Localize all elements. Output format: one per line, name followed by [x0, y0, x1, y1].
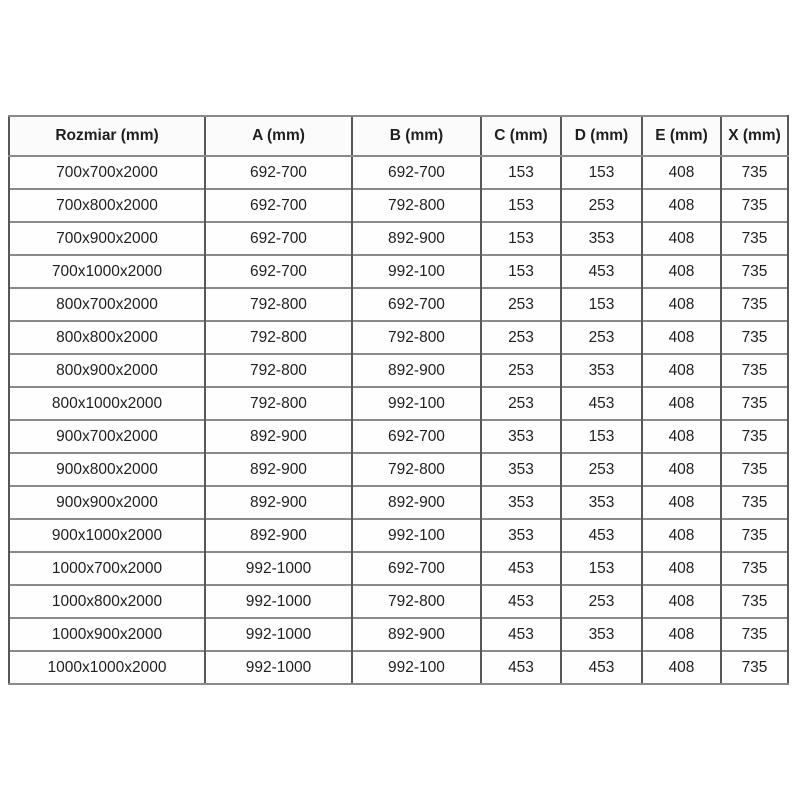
table-cell: 253 — [561, 189, 642, 222]
table-cell: 792-800 — [205, 387, 352, 420]
table-row — [9, 585, 788, 618]
table-cell: 892-900 — [205, 420, 352, 453]
table-cell: 900x800x2000 — [9, 453, 205, 486]
table-cell: 692-700 — [205, 156, 352, 189]
table-cell: 408 — [642, 321, 721, 354]
table-cell: 792-800 — [352, 321, 481, 354]
table-cell: 253 — [561, 585, 642, 618]
table-cell: 735 — [721, 354, 788, 387]
table-cell: 735 — [721, 156, 788, 189]
table-cell: 735 — [721, 618, 788, 651]
table-cell: 692-700 — [352, 156, 481, 189]
table-cell: 992-1000 — [205, 618, 352, 651]
table-cell: 353 — [561, 222, 642, 255]
table-cell: 792-800 — [205, 354, 352, 387]
table-cell: 735 — [721, 585, 788, 618]
table-cell: 153 — [481, 156, 561, 189]
table-row — [9, 552, 788, 585]
table-cell: 800x800x2000 — [9, 321, 205, 354]
table-cell: 253 — [561, 453, 642, 486]
table-cell: 692-700 — [205, 189, 352, 222]
table-row — [9, 321, 788, 354]
table-cell: 700x900x2000 — [9, 222, 205, 255]
table-cell: 153 — [561, 552, 642, 585]
table-cell: 900x1000x2000 — [9, 519, 205, 552]
table-row — [9, 387, 788, 420]
table-cell: 408 — [642, 651, 721, 684]
table-cell: 900x700x2000 — [9, 420, 205, 453]
table-row — [9, 420, 788, 453]
column-header: Rozmiar (mm) — [9, 116, 205, 156]
table-cell: 453 — [481, 585, 561, 618]
column-header: B (mm) — [352, 116, 481, 156]
table-cell: 735 — [721, 420, 788, 453]
table-cell: 153 — [561, 156, 642, 189]
table-cell: 992-1000 — [205, 651, 352, 684]
table-cell: 892-900 — [205, 519, 352, 552]
table-cell: 792-800 — [205, 288, 352, 321]
table-cell: 1000x800x2000 — [9, 585, 205, 618]
table-row — [9, 618, 788, 651]
table-cell: 992-100 — [352, 255, 481, 288]
table-cell: 453 — [561, 255, 642, 288]
table-cell: 692-700 — [352, 420, 481, 453]
table-cell: 892-900 — [205, 453, 352, 486]
table-cell: 453 — [561, 651, 642, 684]
table-cell: 900x900x2000 — [9, 486, 205, 519]
table-cell: 408 — [642, 585, 721, 618]
table-cell: 1000x900x2000 — [9, 618, 205, 651]
table-cell: 353 — [561, 486, 642, 519]
table-cell: 992-100 — [352, 519, 481, 552]
table-cell: 735 — [721, 288, 788, 321]
table-cell: 1000x700x2000 — [9, 552, 205, 585]
table-cell: 353 — [481, 453, 561, 486]
table-cell: 453 — [481, 651, 561, 684]
table-row — [9, 453, 788, 486]
table-cell: 892-900 — [352, 354, 481, 387]
table-cell: 408 — [642, 486, 721, 519]
table-cell: 800x1000x2000 — [9, 387, 205, 420]
table-cell: 453 — [561, 519, 642, 552]
table-cell: 735 — [721, 255, 788, 288]
table-cell: 692-700 — [205, 222, 352, 255]
table-row — [9, 486, 788, 519]
table-cell: 800x900x2000 — [9, 354, 205, 387]
table-cell: 408 — [642, 453, 721, 486]
table-cell: 408 — [642, 552, 721, 585]
table-header-row — [9, 116, 788, 156]
table-cell: 353 — [481, 486, 561, 519]
table-cell: 735 — [721, 321, 788, 354]
table-cell: 735 — [721, 189, 788, 222]
size-table-container — [8, 115, 787, 685]
table-row — [9, 288, 788, 321]
table-row — [9, 651, 788, 684]
table-row — [9, 354, 788, 387]
table-cell: 992-100 — [352, 387, 481, 420]
table-cell: 800x700x2000 — [9, 288, 205, 321]
table-cell: 408 — [642, 156, 721, 189]
table-cell: 692-700 — [352, 552, 481, 585]
table-cell: 408 — [642, 189, 721, 222]
table-cell: 408 — [642, 387, 721, 420]
table-cell: 735 — [721, 222, 788, 255]
table-cell: 153 — [561, 288, 642, 321]
column-header: A (mm) — [205, 116, 352, 156]
product-dimensions-table — [8, 115, 789, 685]
table-cell: 153 — [481, 189, 561, 222]
table-cell: 700x1000x2000 — [9, 255, 205, 288]
table-cell: 253 — [481, 354, 561, 387]
table-cell: 735 — [721, 387, 788, 420]
table-cell: 253 — [481, 321, 561, 354]
table-row — [9, 255, 788, 288]
table-cell: 253 — [481, 288, 561, 321]
table-cell: 792-800 — [352, 585, 481, 618]
table-cell: 792-800 — [352, 189, 481, 222]
table-cell: 792-800 — [205, 321, 352, 354]
table-cell: 735 — [721, 486, 788, 519]
table-cell: 992-100 — [352, 651, 481, 684]
table-cell: 892-900 — [352, 486, 481, 519]
table-cell: 735 — [721, 651, 788, 684]
table-cell: 408 — [642, 618, 721, 651]
table-cell: 892-900 — [352, 618, 481, 651]
table-cell: 892-900 — [352, 222, 481, 255]
column-header: D (mm) — [561, 116, 642, 156]
table-row — [9, 156, 788, 189]
table-cell: 992-1000 — [205, 552, 352, 585]
table-cell: 253 — [481, 387, 561, 420]
column-header: E (mm) — [642, 116, 721, 156]
table-cell: 408 — [642, 288, 721, 321]
table-body — [9, 156, 788, 684]
table-cell: 453 — [561, 387, 642, 420]
column-header: C (mm) — [481, 116, 561, 156]
table-cell: 408 — [642, 354, 721, 387]
table-cell: 453 — [481, 618, 561, 651]
table-cell: 408 — [642, 255, 721, 288]
column-header: X (mm) — [721, 116, 788, 156]
table-cell: 153 — [561, 420, 642, 453]
table-cell: 735 — [721, 519, 788, 552]
table-cell: 253 — [561, 321, 642, 354]
table-cell: 992-1000 — [205, 585, 352, 618]
table-cell: 700x700x2000 — [9, 156, 205, 189]
table-row — [9, 189, 788, 222]
table-cell: 692-700 — [205, 255, 352, 288]
table-cell: 408 — [642, 420, 721, 453]
table-cell: 408 — [642, 519, 721, 552]
table-cell: 153 — [481, 255, 561, 288]
table-cell: 453 — [481, 552, 561, 585]
table-cell: 353 — [481, 519, 561, 552]
table-cell: 353 — [561, 618, 642, 651]
table-cell: 408 — [642, 222, 721, 255]
table-cell: 892-900 — [205, 486, 352, 519]
table-row — [9, 519, 788, 552]
table-cell: 153 — [481, 222, 561, 255]
table-cell: 735 — [721, 453, 788, 486]
table-cell: 353 — [481, 420, 561, 453]
table-cell: 700x800x2000 — [9, 189, 205, 222]
table-cell: 692-700 — [352, 288, 481, 321]
table-cell: 735 — [721, 552, 788, 585]
table-cell: 792-800 — [352, 453, 481, 486]
table-cell: 1000x1000x2000 — [9, 651, 205, 684]
table-cell: 353 — [561, 354, 642, 387]
table-row — [9, 222, 788, 255]
